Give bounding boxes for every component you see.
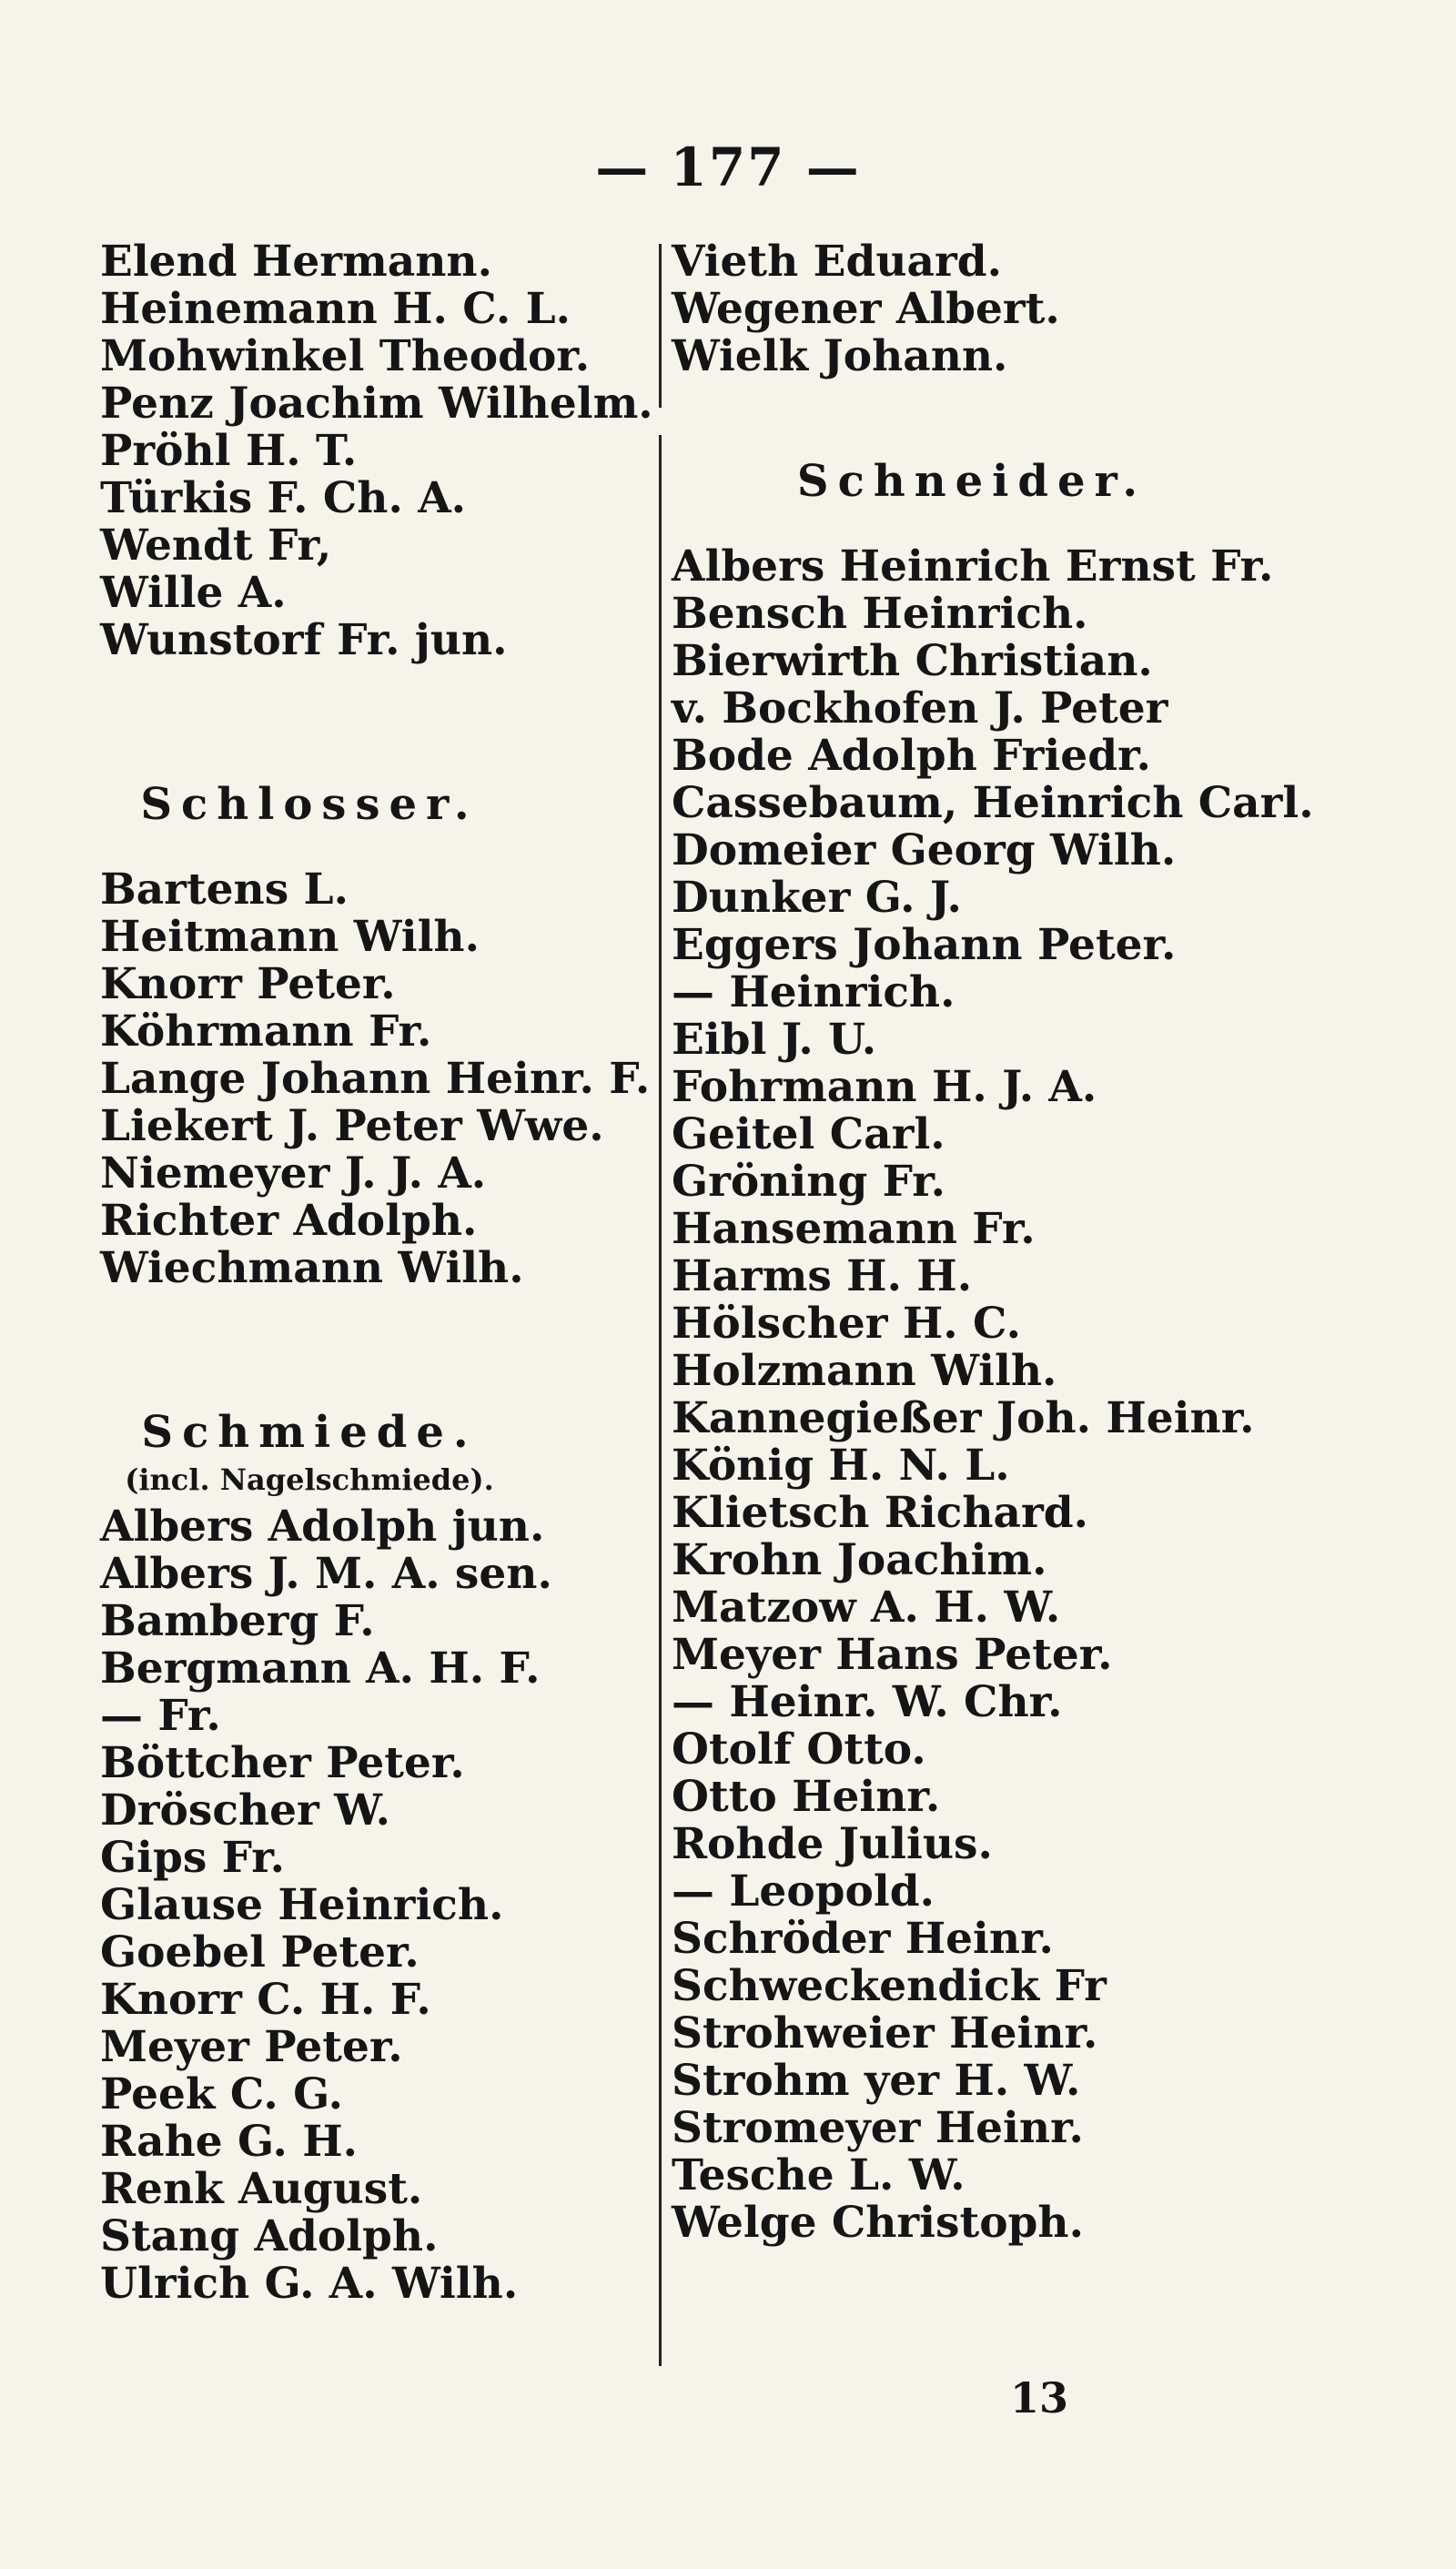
section-heading-schmiede: Schmiede.: [141, 1407, 478, 1458]
list-item: Bensch Heinrich.: [672, 589, 1088, 639]
list-item: Wille A.: [100, 568, 287, 618]
list-item: Peek C. G.: [100, 2069, 343, 2119]
list-item: Geitel Carl.: [672, 1109, 945, 1159]
list-item: Pröhl H. T.: [100, 426, 358, 476]
list-item: Albers Adolph jun.: [100, 1502, 545, 1552]
section-heading-schneider: Schneider.: [796, 456, 1148, 507]
list-item: Bierwirth Christian.: [672, 636, 1153, 686]
list-item: Wiechmann Wilh.: [100, 1243, 524, 1293]
list-item: Renk August.: [100, 2164, 423, 2214]
list-item: Wielk Johann.: [672, 331, 1008, 381]
list-item: Bartens L.: [100, 865, 349, 915]
list-item: Glause Heinrich.: [100, 1880, 504, 1930]
list-item: Schweckendick Fr: [672, 1961, 1107, 2011]
left-column: [100, 237, 653, 2309]
signature-mark: 13: [1010, 2373, 1069, 2422]
list-item: Kannegießer Joh. Heinr.: [672, 1393, 1255, 1443]
list-item: Türkis F. Ch. A.: [100, 473, 467, 523]
list-item: Ulrich G. A. Wilh.: [100, 2259, 519, 2309]
section-heading-schlosser: Schlosser.: [140, 779, 479, 830]
list-item: Liekert J. Peter Wwe.: [100, 1101, 604, 1151]
list-item: König H. N. L.: [672, 1441, 1010, 1491]
section-subheading-schmiede: (incl. Nagelschmiede).: [125, 1462, 494, 1497]
list-item: Tesche L. W.: [672, 2150, 966, 2200]
list-item: Wendt Fr,: [100, 521, 332, 571]
column-divider-upper: [659, 244, 662, 408]
list-item: Albers Heinrich Ernst Fr.: [672, 541, 1274, 592]
list-item: — Fr.: [100, 1691, 221, 1741]
list-item: v. Bockhofen J. Peter: [672, 683, 1168, 733]
list-item: Fohrmann H. J. A.: [672, 1062, 1097, 1112]
right-column: [672, 238, 1436, 2247]
list-item: Dröscher W.: [100, 1785, 390, 1836]
list-item: Knorr Peter.: [100, 959, 396, 1009]
list-item: — Heinrich.: [672, 967, 956, 1017]
list-item: Köhrmann Fr.: [100, 1006, 432, 1057]
list-item: Bamberg F.: [100, 1596, 375, 1646]
list-item: Holzmann Wilh.: [672, 1346, 1057, 1396]
list-item: Bode Adolph Friedr.: [672, 731, 1151, 781]
page-number: — 177 —: [595, 137, 861, 198]
list-item: Stang Adolph.: [100, 2211, 439, 2261]
list-item: Strohm yer H. W.: [672, 2056, 1081, 2106]
list-item: Gröning Fr.: [672, 1157, 946, 1207]
list-item: Schröder Heinr.: [672, 1914, 1054, 1964]
list-item: Böttcher Peter.: [100, 1738, 465, 1788]
list-item: Mohwinkel Theodor.: [100, 331, 591, 381]
list-item: Albers J. M. A. sen.: [100, 1549, 552, 1599]
list-item: Elend Hermann.: [100, 237, 492, 287]
continued-list-left: [100, 237, 653, 665]
list-item: Goebel Peter.: [100, 1927, 420, 1977]
list-item: Wegener Albert.: [672, 284, 1060, 334]
list-item: Lange Johann Heinr. F.: [100, 1054, 651, 1104]
list-item: Klietsch Richard.: [672, 1488, 1088, 1538]
list-item: Domeier Georg Wilh.: [672, 825, 1177, 875]
list-item: Gips Fr.: [100, 1833, 286, 1883]
schlosser-list: [100, 865, 651, 1293]
schmiede-list: [100, 1503, 646, 2308]
list-item: Niemeyer J. J. A.: [100, 1148, 487, 1199]
list-item: Otto Heinr.: [672, 1772, 941, 1822]
list-item: Meyer Hans Peter.: [672, 1630, 1113, 1680]
list-item: Eibl J. U.: [672, 1015, 877, 1065]
list-item: Stromeyer Heinr.: [672, 2103, 1084, 2153]
list-item: Rahe G. H.: [100, 2117, 358, 2167]
list-item: Hansemann Fr.: [672, 1204, 1036, 1254]
list-item: Vieth Eduard.: [672, 237, 1002, 287]
list-item: — Leopold.: [672, 1866, 935, 1917]
list-item: — Heinr. W. Chr.: [672, 1677, 1063, 1727]
list-item: Cassebaum, Heinrich Carl.: [672, 778, 1314, 828]
list-item: Hölscher H. C.: [672, 1299, 1021, 1349]
list-item: Richter Adolph.: [100, 1196, 478, 1246]
list-item: Penz Joachim Wilhelm.: [100, 379, 653, 429]
list-item: Harms H. H.: [672, 1251, 973, 1301]
list-item: Welge Christoph.: [672, 2198, 1084, 2248]
list-item: Heinemann H. C. L.: [100, 284, 571, 334]
list-item: Dunker G. J.: [672, 873, 962, 923]
list-item: Eggers Johann Peter.: [672, 920, 1177, 970]
list-item: Heitmann Wilh.: [100, 912, 480, 962]
column-divider-lower: [659, 435, 662, 2366]
list-item: Krohn Joachim.: [672, 1535, 1047, 1585]
list-item: Bergmann A. H. F.: [100, 1644, 541, 1694]
continued-list-right: [672, 238, 1436, 380]
list-item: Meyer Peter.: [100, 2022, 403, 2072]
list-item: Knorr C. H. F.: [100, 1975, 431, 2025]
list-item: Rohde Julius.: [672, 1819, 993, 1869]
list-item: Matzow A. H. W.: [672, 1583, 1061, 1633]
list-item: Strohweier Heinr.: [672, 2008, 1098, 2058]
list-item: Otolf Otto.: [672, 1724, 926, 1775]
schneider-list: [672, 543, 1436, 2247]
list-item: Wunstorf Fr. jun.: [100, 615, 508, 665]
